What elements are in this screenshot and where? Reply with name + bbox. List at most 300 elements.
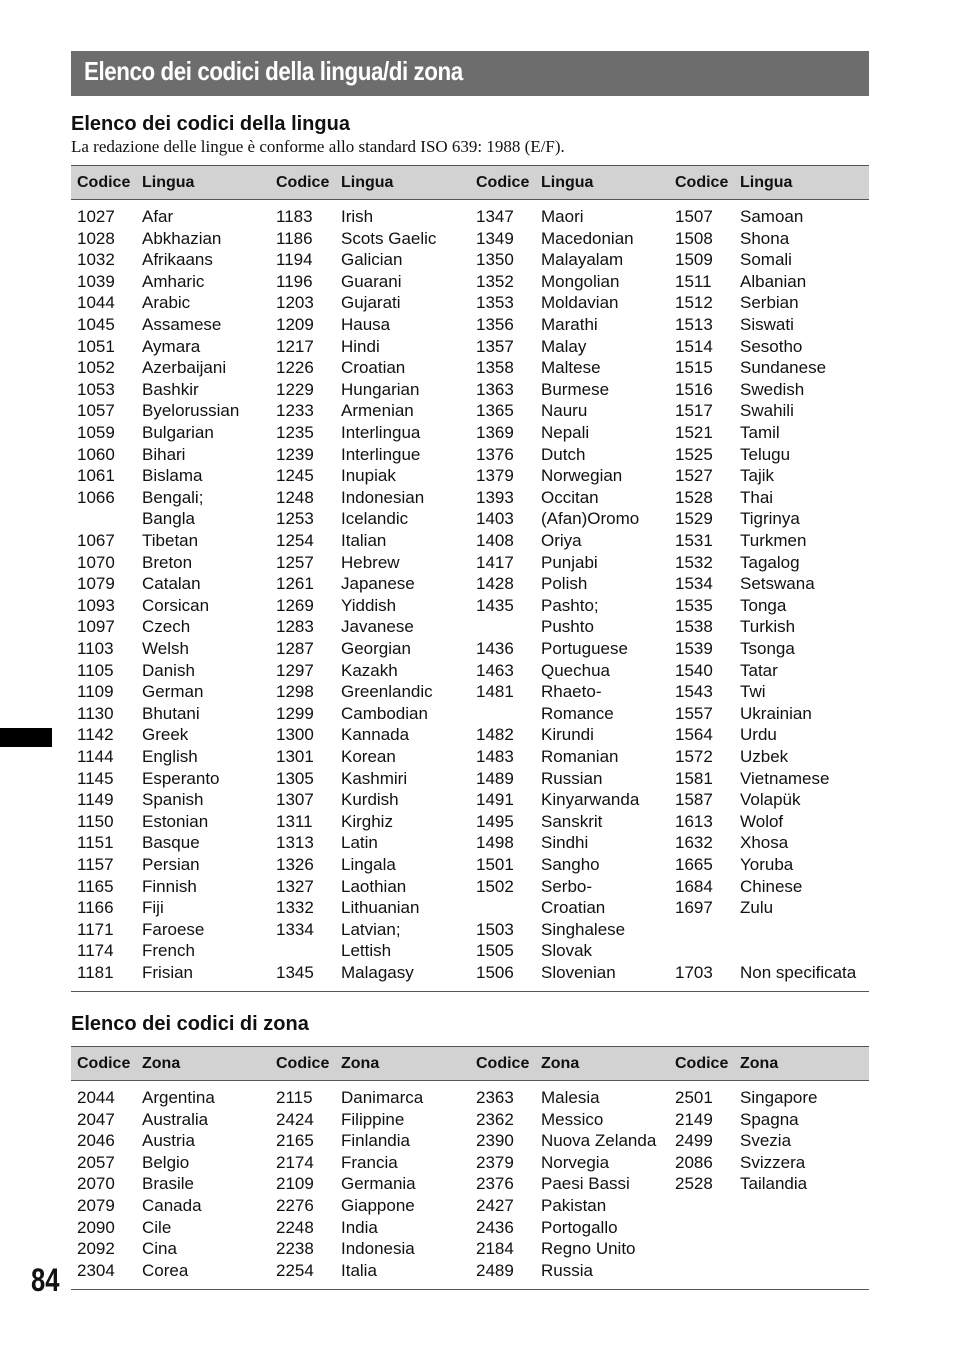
name-cell: Korean — [341, 747, 396, 766]
code-cell: 1684 — [675, 876, 713, 896]
name-cell: Thai — [740, 487, 774, 507]
name-cell: Wolof — [740, 811, 784, 831]
code-cell: 1253 — [276, 509, 314, 529]
name-cell: Tsonga — [740, 639, 795, 658]
name-cell: Non specificata — [740, 963, 857, 982]
name-cell: Turkish — [740, 617, 796, 637]
name-cell: Ukrainian — [740, 703, 812, 723]
code-cell: 1535 — [675, 595, 713, 615]
code-cell: 1297 — [276, 660, 314, 680]
code-cell: 1529 — [675, 509, 713, 529]
code-cell: 1105 — [77, 660, 114, 680]
name-cell: Tajik — [740, 466, 775, 486]
name-cell: Russian — [541, 768, 603, 788]
name-cell: Latin — [341, 833, 378, 853]
code-cell: 1157 — [77, 855, 114, 874]
code-cell: 2174 — [276, 1152, 314, 1172]
name-cell: Dutch — [541, 444, 586, 464]
name-cell: Serbian — [740, 293, 799, 313]
name-cell: Quechua — [541, 660, 610, 680]
code-cell: 1369 — [476, 423, 514, 442]
code-cell: 1174 — [77, 941, 114, 961]
code-cell: 1507 — [675, 207, 713, 226]
code-cell: 2184 — [476, 1239, 514, 1259]
name-cell: Kirghiz — [341, 811, 393, 831]
code-cell: 1540 — [675, 660, 713, 680]
code-cell: 1194 — [276, 250, 313, 270]
code-cell: 1299 — [276, 703, 314, 723]
code-cell: 2109 — [276, 1174, 314, 1194]
name-cell: Danimarca — [341, 1088, 424, 1107]
column-header-code: Codice — [77, 1055, 131, 1072]
name-cell: Lingala — [341, 855, 396, 874]
name-cell: Faroese — [142, 919, 205, 939]
code-cell: 1491 — [476, 790, 514, 810]
code-cell: 2489 — [476, 1260, 514, 1280]
column-header-code: Codice — [276, 174, 330, 191]
code-cell: 1326 — [276, 855, 314, 874]
name-cell: Portuguese — [541, 639, 628, 658]
name-cell: Somali — [740, 250, 792, 270]
code-cell: 2436 — [476, 1217, 514, 1237]
code-cell: 1514 — [675, 336, 713, 356]
name-cell: Shona — [740, 228, 790, 248]
name-cell: Danish — [142, 660, 195, 680]
name-cell: Malay — [541, 336, 587, 356]
code-cell: 2248 — [276, 1217, 314, 1237]
name-cell: Galician — [341, 250, 403, 270]
name-cell: Spanish — [142, 790, 204, 810]
code-cell: 1327 — [276, 876, 314, 896]
name-cell: Corea — [142, 1260, 189, 1280]
name-cell: Filippine — [341, 1109, 405, 1129]
code-cell: 1353 — [476, 293, 514, 313]
code-cell: 1332 — [276, 898, 314, 918]
name-cell: Argentina — [142, 1088, 215, 1107]
name-cell: Australia — [142, 1109, 209, 1129]
code-cell: 1311 — [276, 811, 313, 831]
code-cell: 1142 — [77, 725, 114, 745]
name-cell: Marathi — [541, 315, 598, 334]
code-cell: 1509 — [675, 250, 713, 270]
name-cell: Bhutani — [142, 703, 200, 723]
name-cell: Welsh — [142, 639, 189, 658]
name-cell: Malesia — [541, 1088, 600, 1107]
code-cell: 2057 — [77, 1152, 115, 1172]
code-cell: 1209 — [276, 315, 314, 334]
code-cell: 1501 — [476, 855, 514, 874]
name-cell: Maori — [541, 207, 584, 226]
column-header-code: Codice — [675, 174, 729, 191]
code-cell: 1059 — [77, 423, 115, 442]
column-header-name: Zona — [541, 1055, 580, 1072]
name-cell: Francia — [341, 1152, 398, 1172]
code-cell: 1183 — [276, 207, 313, 226]
name-cell: Esperanto — [142, 768, 220, 788]
name-cell: Corsican — [142, 595, 210, 615]
name-cell: Armenian — [341, 401, 414, 421]
code-cell: 1703 — [675, 963, 713, 982]
name-cell: Catalan — [142, 574, 201, 594]
code-cell: 1305 — [276, 768, 314, 788]
name-cell: Latvian; — [341, 919, 401, 939]
name-cell: Croatian — [341, 358, 406, 378]
name-cell: Hindi — [341, 336, 380, 356]
name-cell: Burmese — [541, 379, 610, 399]
name-cell: Aymara — [142, 336, 201, 356]
name-cell: Chinese — [740, 876, 803, 896]
name-cell: Maltese — [541, 358, 601, 378]
name-cell: Svizzera — [740, 1152, 806, 1172]
code-cell: 1417 — [476, 552, 514, 572]
name-cell: Brasile — [142, 1174, 194, 1194]
code-cell: 1435 — [476, 595, 514, 615]
name-cell: Twi — [740, 682, 766, 702]
code-cell: 1130 — [77, 703, 114, 723]
name-cell: Regno Unito — [541, 1239, 636, 1259]
code-cell: 1349 — [476, 228, 514, 248]
code-cell: 1513 — [675, 315, 713, 334]
code-cell: 1376 — [476, 444, 514, 464]
name-cell: Bengali; — [142, 487, 204, 507]
name-cell: Messico — [541, 1109, 604, 1129]
code-cell: 1502 — [476, 876, 514, 896]
code-cell: 1145 — [77, 768, 114, 788]
code-cell: 1539 — [675, 639, 713, 658]
name-cell: Scots Gaelic — [341, 228, 437, 248]
name-cell: Spagna — [740, 1109, 799, 1129]
table-header — [71, 165, 869, 200]
code-cell: 2047 — [77, 1109, 115, 1129]
code-cell: 1587 — [675, 790, 713, 810]
code-cell: 1345 — [276, 963, 314, 982]
name-cell: Moldavian — [541, 293, 619, 313]
name-cell: Japanese — [341, 574, 415, 594]
code-cell: 1233 — [276, 401, 314, 421]
name-cell: Hungarian — [341, 379, 420, 399]
page-title-bar — [71, 51, 869, 96]
code-cell: 1151 — [77, 833, 114, 853]
name-cell: Irish — [341, 207, 374, 226]
code-cell: 1517 — [675, 401, 713, 421]
code-cell: 1489 — [476, 768, 514, 788]
name-cell: English — [142, 747, 198, 766]
name-cell: Swahili — [740, 401, 794, 421]
name-cell: Telugu — [740, 444, 791, 464]
code-cell: 1150 — [77, 811, 114, 831]
code-cell: 1572 — [675, 747, 713, 766]
name-cell: Pashto; — [541, 595, 599, 615]
name-cell: Giappone — [341, 1196, 415, 1215]
code-cell: 1300 — [276, 725, 314, 745]
name-cell: Tigrinya — [740, 509, 800, 529]
name-cell: Guarani — [341, 271, 402, 291]
code-cell: 1403 — [476, 509, 514, 529]
name-cell: Cambodian — [341, 703, 428, 723]
name-cell: Kirundi — [541, 725, 594, 745]
code-cell: 1051 — [77, 336, 115, 356]
code-cell: 1505 — [476, 941, 514, 961]
code-cell: 2092 — [77, 1239, 115, 1259]
name-cell: Malayalam — [541, 250, 624, 270]
name-cell: Breton — [142, 552, 193, 572]
code-cell: 2276 — [276, 1196, 314, 1215]
code-cell: 1665 — [675, 855, 713, 874]
code-cell: 1516 — [675, 379, 713, 399]
code-cell: 1245 — [276, 466, 314, 486]
code-cell: 2390 — [476, 1131, 514, 1151]
name-cell: Slovak — [541, 941, 593, 961]
code-cell: 1053 — [77, 379, 115, 399]
code-cell: 1508 — [675, 228, 713, 248]
name-cell: Vietnamese — [740, 768, 830, 788]
code-cell: 1313 — [276, 833, 314, 853]
name-cell: Interlingue — [341, 444, 421, 464]
code-cell: 2090 — [77, 1217, 115, 1237]
code-cell: 1144 — [77, 747, 114, 766]
name-cell: Yiddish — [341, 595, 397, 615]
name-cell: Macedonian — [541, 228, 634, 248]
code-cell: 1269 — [276, 595, 314, 615]
code-cell: 2046 — [77, 1131, 115, 1151]
name-cell: Bashkir — [142, 379, 199, 399]
code-cell: 1301 — [276, 747, 314, 766]
code-cell: 1149 — [77, 790, 114, 810]
code-cell: 1534 — [675, 574, 713, 594]
code-cell: 1358 — [476, 358, 514, 378]
name-cell: Svezia — [740, 1131, 792, 1151]
column-header-code: Codice — [675, 1055, 729, 1072]
name-cell: Croatian — [541, 898, 606, 918]
name-cell: Punjabi — [541, 552, 598, 572]
code-cell: 1632 — [675, 833, 713, 853]
name-cell: Malagasy — [341, 963, 414, 982]
code-cell: 1613 — [675, 811, 713, 831]
name-cell: India — [341, 1217, 378, 1237]
name-cell: Kazakh — [341, 660, 398, 680]
code-cell: 1428 — [476, 574, 514, 594]
column-header-code: Codice — [476, 1055, 530, 1072]
name-cell: Romance — [541, 703, 614, 723]
name-cell: Finnish — [142, 876, 197, 896]
name-cell: Sesotho — [740, 336, 803, 356]
name-cell: Kurdish — [341, 790, 399, 810]
name-cell: Austria — [142, 1131, 195, 1151]
name-cell: Tailandia — [740, 1174, 808, 1194]
name-cell: Lithuanian — [341, 898, 420, 918]
name-cell: Indonesia — [341, 1239, 415, 1259]
code-cell: 1217 — [276, 336, 314, 356]
column-header-name: Lingua — [142, 174, 195, 191]
name-cell: Italia — [341, 1260, 377, 1280]
code-cell: 1109 — [77, 682, 114, 702]
code-cell: 1044 — [77, 293, 115, 313]
code-cell: 2044 — [77, 1088, 115, 1107]
code-cell: 1463 — [476, 660, 514, 680]
name-cell: Bulgarian — [142, 423, 214, 442]
name-cell: Kannada — [341, 725, 410, 745]
code-cell: 1697 — [675, 898, 713, 918]
name-cell: Belgio — [142, 1152, 190, 1172]
code-cell: 1248 — [276, 487, 314, 507]
column-header-name: Lingua — [541, 174, 594, 191]
code-cell: 1531 — [675, 531, 713, 550]
name-cell: Afar — [142, 207, 174, 226]
code-cell: 1067 — [77, 531, 115, 550]
name-cell: Inupiak — [341, 466, 396, 486]
name-cell: Nuova Zelanda — [541, 1131, 657, 1151]
name-cell: Tagalog — [740, 552, 800, 572]
code-cell: 1061 — [77, 466, 115, 486]
code-cell: 2086 — [675, 1152, 713, 1172]
name-cell: French — [142, 941, 195, 961]
name-cell: Azerbaijani — [142, 358, 227, 378]
code-cell: 1436 — [476, 639, 514, 658]
code-cell: 1512 — [675, 293, 713, 313]
code-cell: 2238 — [276, 1239, 314, 1259]
name-cell: Bangla — [142, 509, 195, 529]
name-cell: Basque — [142, 833, 200, 853]
name-cell: Paesi Bassi — [541, 1174, 630, 1194]
code-cell: 2379 — [476, 1152, 514, 1172]
code-cell: 1357 — [476, 336, 514, 356]
name-cell: Singapore — [740, 1088, 818, 1107]
name-cell: Greek — [142, 725, 189, 745]
code-cell: 1257 — [276, 552, 314, 572]
code-cell: 1521 — [675, 423, 713, 442]
code-cell: 1347 — [476, 207, 514, 226]
table-bottom-rule — [71, 1289, 869, 1290]
name-cell: Zulu — [740, 898, 774, 918]
name-cell: German — [142, 682, 204, 702]
code-cell: 1528 — [675, 487, 713, 507]
code-cell: 1027 — [77, 207, 115, 226]
code-cell: 1229 — [276, 379, 314, 399]
code-cell: 2424 — [276, 1109, 314, 1129]
column-header-name: Zona — [341, 1055, 380, 1072]
name-cell: Gujarati — [341, 293, 401, 313]
code-cell: 1483 — [476, 747, 514, 766]
name-cell: Sangho — [541, 855, 600, 874]
code-cell: 1356 — [476, 315, 514, 334]
code-cell: 1538 — [675, 617, 713, 637]
name-cell: Kinyarwanda — [541, 790, 640, 810]
language-code-table — [71, 165, 869, 992]
name-cell: Yoruba — [740, 855, 794, 874]
column-header-code: Codice — [276, 1055, 330, 1072]
name-cell: Hebrew — [341, 552, 400, 572]
code-cell: 1066 — [77, 487, 115, 507]
name-cell: Norwegian — [541, 466, 623, 486]
name-cell: Cile — [142, 1217, 172, 1237]
column-header-name: Lingua — [341, 174, 394, 191]
name-cell: Lettish — [341, 941, 392, 961]
code-cell: 1032 — [77, 250, 115, 270]
name-cell: Greenlandic — [341, 682, 433, 702]
name-cell: Russia — [541, 1260, 593, 1280]
code-cell: 2070 — [77, 1174, 115, 1194]
name-cell: Assamese — [142, 315, 222, 334]
name-cell: Swedish — [740, 379, 805, 399]
code-cell: 1028 — [77, 228, 115, 248]
table-header — [71, 1046, 869, 1081]
name-cell: Slovenian — [541, 963, 616, 982]
code-cell: 1334 — [276, 919, 314, 939]
name-cell: Nauru — [541, 401, 588, 421]
language-section-heading: Elenco dei codici della lingua — [71, 113, 350, 135]
name-cell: Kashmiri — [341, 768, 408, 788]
code-cell: 1350 — [476, 250, 514, 270]
name-cell: Xhosa — [740, 833, 789, 853]
code-cell: 1181 — [77, 963, 114, 982]
code-cell: 1052 — [77, 358, 115, 378]
page-number: 84 — [31, 1262, 60, 1298]
name-cell: Abkhazian — [142, 228, 222, 248]
name-cell: Sundanese — [740, 358, 827, 378]
code-cell: 1393 — [476, 487, 514, 507]
name-cell: Icelandic — [341, 509, 409, 529]
code-cell: 2165 — [276, 1131, 314, 1151]
column-header-code: Codice — [77, 174, 131, 191]
name-cell: Estonian — [142, 811, 209, 831]
code-cell: 1482 — [476, 725, 514, 745]
name-cell: Sindhi — [541, 833, 589, 853]
name-cell: Fiji — [142, 898, 164, 918]
code-cell: 1408 — [476, 531, 514, 550]
name-cell: Sanskrit — [541, 811, 603, 831]
code-cell: 1287 — [276, 639, 314, 658]
name-cell: Germania — [341, 1174, 416, 1194]
name-cell: Albanian — [740, 271, 807, 291]
name-cell: Oriya — [541, 531, 582, 550]
code-cell: 1283 — [276, 617, 314, 637]
name-cell: Persian — [142, 855, 200, 874]
code-cell: 1557 — [675, 703, 713, 723]
name-cell: Arabic — [142, 293, 191, 313]
code-cell: 2376 — [476, 1174, 514, 1194]
name-cell: Tonga — [740, 595, 787, 615]
code-cell: 2362 — [476, 1109, 514, 1129]
name-cell: Czech — [142, 617, 191, 637]
code-cell: 1079 — [77, 574, 115, 594]
code-cell: 1363 — [476, 379, 514, 399]
name-cell: Siswati — [740, 315, 794, 334]
code-cell: 1045 — [77, 315, 115, 334]
zone-section-heading: Elenco dei codici di zona — [71, 1013, 309, 1035]
name-cell: Interlingua — [341, 423, 421, 442]
code-cell: 1165 — [77, 876, 114, 896]
code-cell: 1166 — [77, 898, 114, 918]
code-cell: 2363 — [476, 1088, 514, 1107]
name-cell: Bislama — [142, 466, 203, 486]
name-cell: Uzbek — [740, 747, 789, 766]
name-cell: Singhalese — [541, 919, 626, 939]
language-section-note: La redazione delle lingue è conforme allo standard ISO 639: 1988 (E/F). — [71, 137, 565, 156]
code-cell: 1503 — [476, 919, 514, 939]
name-cell: Occitan — [541, 487, 599, 507]
code-cell: 1532 — [675, 552, 713, 572]
name-cell: Romanian — [541, 747, 619, 766]
name-cell: Rhaeto- — [541, 682, 602, 702]
code-cell: 1235 — [276, 423, 314, 442]
code-cell: 2149 — [675, 1109, 713, 1129]
zone-code-table — [71, 1046, 869, 1290]
code-cell: 1171 — [77, 919, 114, 939]
code-cell: 1564 — [675, 725, 713, 745]
code-cell: 1581 — [675, 768, 713, 788]
column-header-code: Codice — [476, 174, 530, 191]
code-cell: 1365 — [476, 401, 514, 421]
